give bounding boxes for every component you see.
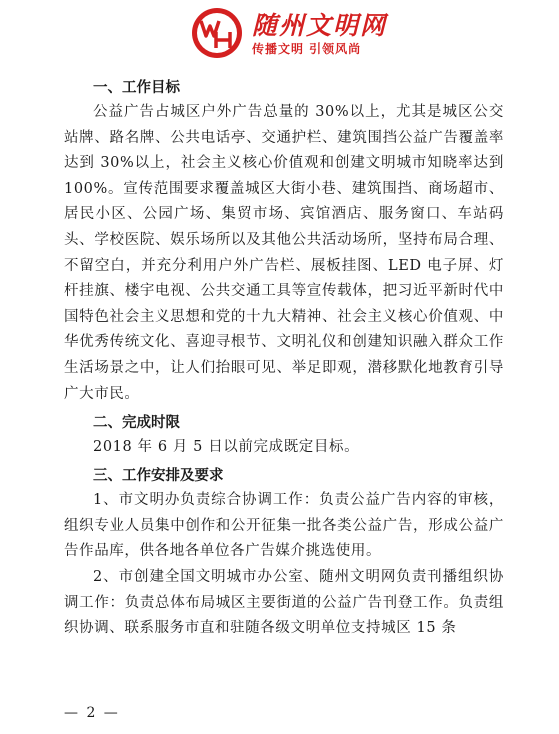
site-header (0, 4, 559, 62)
site-name: 随州文明网 (252, 11, 388, 40)
section-heading-deadline: 二、完成时限 (93, 415, 180, 432)
arrangement-item-2: 2、市创建全国文明城市办公室、随州文明网负责刊播组织协调工作：负责总体布局城区主要街道的公益广告刊登工作。负责组织协调、联系服务市直和驻随各级文明单位支持城区 15 条 (64, 568, 504, 637)
wh-roundel-icon (190, 6, 244, 60)
document-body (64, 76, 504, 642)
page-number: — 2 — (64, 705, 120, 721)
arrangement-item-1: 1、市文明办负责综合协调工作：负责公益广告内容的审核，组织专业人员集中创作和公开征集一批各类公益广告，形成公益广告作品库，供各地各单位各广告媒介挑选使用。 (64, 492, 504, 560)
site-slogan: 传播文明 引领风尚 (252, 42, 362, 56)
section-heading-goals: 一、工作目标 (93, 80, 180, 96)
goals-paragraph: 公益广告占城区户外广告总量的 30%以上，尤其是城区公交站牌、路名牌、公共电话亭、交通护栏、建筑围挡公益广告覆盖率达到 30%以上，社会主义核心价值观和创建文明城市知晓率达到 100%。宣传范围要求覆盖城区大街小巷、建筑围挡、商场超市、居民小区、公园广场、集贸市场、宾馆酒店、服务窗口、车站码头、学校医院、娱乐场所以及其他公共活动场所，坚持布局合理、不留空白，并充分利用户外广告栏、展板挂图、LED 电子屏、灯杆挂旗、楼宇电视、公共交通工具等宣传载体，把习近平新时代中国特色社会主义思想和党的十九大精神、社会主义核心价值观、中华优秀传统文化、喜迎寻根节、文明礼仪和创建知识融入群众工作生活场景之中，让人们抬眼可见、举足即观，潜移默化地教育引导广大市民。 (64, 104, 504, 402)
section-heading-arrangements: 三、工作安排及要求 (93, 468, 224, 485)
deadline-paragraph: 2018 年 6 月 5 日以前完成既定目标。 (93, 439, 360, 456)
